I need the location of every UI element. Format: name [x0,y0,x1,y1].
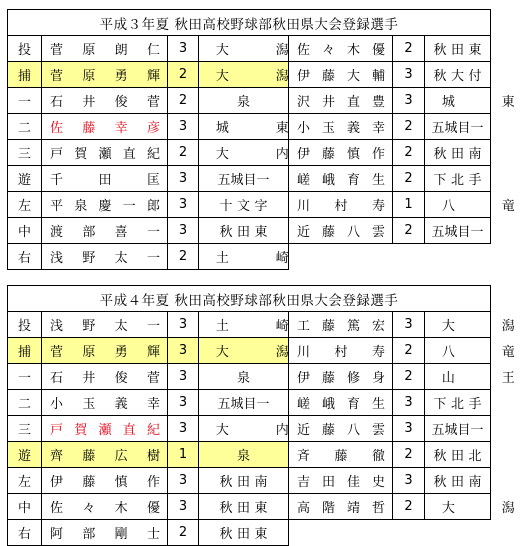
table-row [8,88,491,114]
grade-cell: 3 [168,192,199,218]
player-name-cell: 菅原勇輝 [42,338,168,364]
player-name-cell: 伊藤大輔 [289,62,393,88]
school-cell: 五城目一 [425,218,491,244]
school-cell: 八 竜 [425,338,491,364]
player-name-cell: 伊藤慎作 [289,140,393,166]
table-row [8,442,491,468]
player-name-cell: 浅野太一 [42,312,168,338]
player-name-cell: 斉藤徹 [289,442,393,468]
school-cell: 下北手 [425,390,491,416]
grade-cell: 3 [393,390,425,416]
position-cell: 三 [8,416,42,442]
school-cell: 泉 [199,364,289,390]
player-name-cell: 近藤八雲 [289,416,393,442]
school-cell: 秋田東 [425,36,491,62]
table-row [8,218,491,244]
grade-cell: 1 [168,442,199,468]
grade-cell: 3 [168,364,199,390]
grade-cell: 3 [168,36,199,62]
player-name-cell: 近藤八雲 [289,218,393,244]
grade-cell: 1 [393,192,425,218]
player-name-cell: 工藤篤宏 [289,312,393,338]
table-row [8,416,491,442]
grade-cell: 3 [393,416,425,442]
position-cell: 投 [8,312,42,338]
position-cell: 二 [8,390,42,416]
table-row [8,338,491,364]
position-cell: 遊 [8,166,42,192]
grade-cell: 3 [393,88,425,114]
table-row [8,192,491,218]
player-name-cell: 伊藤慎作 [42,468,168,494]
player-name-cell: 石井俊菅 [42,364,168,390]
position-cell: 左 [8,192,42,218]
grade-cell: 2 [393,166,425,192]
grade-cell: 3 [393,468,425,494]
school-cell: 秋田東 [199,520,289,546]
position-cell: 中 [8,494,42,520]
school-cell: 秋大付 [425,62,491,88]
grade-cell: 2 [168,62,199,88]
school-cell: 大 内 [199,416,289,442]
grade-cell: 2 [393,36,425,62]
school-cell: 泉 [199,88,289,114]
grade-cell: 2 [393,218,425,244]
player-name-cell: 齊藤広樹 [42,442,168,468]
position-cell: 捕 [8,338,42,364]
school-cell: 五城目一 [425,114,491,140]
school-cell: 秋田東 [199,218,289,244]
school-cell: 秋田北 [425,442,491,468]
school-cell: 八 竜 [425,192,491,218]
grade-cell: 2 [393,442,425,468]
position-cell: 左 [8,468,42,494]
table-row [8,520,491,546]
grade-cell: 2 [168,140,199,166]
school-cell: 土 崎 [199,244,289,270]
grade-cell: 3 [393,62,425,88]
school-cell: 城 東 [425,88,491,114]
school-cell: 秋田南 [199,468,289,494]
school-cell: 五城目一 [425,416,491,442]
player-name-cell: 高階靖哲 [289,494,393,520]
empty-cell [289,520,491,546]
grade-cell: 3 [393,312,425,338]
player-name-cell: 阿部剛士 [42,520,168,546]
grade-cell: 2 [393,364,425,390]
school-cell: 大 潟 [425,312,491,338]
school-cell: 大 潟 [425,494,491,520]
grade-cell: 2 [168,244,199,270]
table-row [8,468,491,494]
grade-cell: 3 [168,338,199,364]
position-cell: 右 [8,244,42,270]
player-name-cell: 小玉義幸 [289,114,393,140]
school-cell: 土 崎 [199,312,289,338]
table-row [8,390,491,416]
table-title: 平成４年夏 秋田高校野球部秋田県大会登録選手 [8,286,491,312]
school-cell: 山 王 [425,364,491,390]
position-cell: 遊 [8,442,42,468]
grade-cell: 2 [393,338,425,364]
table-row [8,114,491,140]
player-name-cell: 菅原勇輝 [42,62,168,88]
player-name-cell: 川村寿 [289,192,393,218]
school-cell: 秋田東 [199,494,289,520]
empty-cell [289,244,491,270]
school-cell: 五城目一 [199,390,289,416]
player-name-cell: 浅野太一 [42,244,168,270]
grade-cell: 2 [393,494,425,520]
player-name-cell: 小玉義幸 [42,390,168,416]
school-cell: 十文字 [199,192,289,218]
school-cell: 秋田南 [425,140,491,166]
player-name-cell: 平泉慶一郎 [42,192,168,218]
player-name-cell: 千田匡 [42,166,168,192]
grade-cell: 3 [168,416,199,442]
school-cell: 秋田南 [425,468,491,494]
player-name-cell: 戸賀瀬直紀 [42,140,168,166]
grade-cell: 3 [168,312,199,338]
table-row [8,244,491,270]
player-name-cell: 渡部喜一 [42,218,168,244]
position-cell: 投 [8,36,42,62]
player-name-cell: 佐々木優 [42,494,168,520]
position-cell: 中 [8,218,42,244]
table-row [8,312,491,338]
position-cell: 一 [8,364,42,390]
player-name-cell: 佐藤幸彦 [42,114,168,140]
table-row [8,36,491,62]
school-cell: 大 潟 [199,36,289,62]
player-name-cell: 吉田佳史 [289,468,393,494]
player-name-cell: 沢井直豊 [289,88,393,114]
player-name-cell: 川村寿 [289,338,393,364]
table-row [8,364,491,390]
player-name-cell: 嵯峨育生 [289,166,393,192]
position-cell: 右 [8,520,42,546]
table-title: 平成３年夏 秋田高校野球部秋田県大会登録選手 [8,10,491,36]
player-name-cell: 戸賀瀬直紀 [42,416,168,442]
grade-cell: 3 [168,390,199,416]
position-cell: 三 [8,140,42,166]
school-cell: 下北手 [425,166,491,192]
school-cell: 城 東 [199,114,289,140]
school-cell: 五城目一 [199,166,289,192]
school-cell: 大 潟 [199,62,289,88]
school-cell: 大 内 [199,140,289,166]
roster-table-1992 [7,9,532,270]
table-row [8,166,491,192]
grade-cell: 3 [168,114,199,140]
grade-cell: 3 [168,166,199,192]
grade-cell: 2 [168,88,199,114]
table-row [8,494,491,520]
school-cell: 大 潟 [199,338,289,364]
player-name-cell: 佐々木優 [289,36,393,62]
grade-cell: 3 [168,494,199,520]
player-name-cell: 嵯峨育生 [289,390,393,416]
table-row [8,140,491,166]
player-name-cell: 菅原朗仁 [42,36,168,62]
player-name-cell: 伊藤修身 [289,364,393,390]
position-cell: 二 [8,114,42,140]
school-cell: 泉 [199,442,289,468]
player-name-cell: 石井俊菅 [42,88,168,114]
position-cell: 一 [8,88,42,114]
grade-cell: 2 [393,140,425,166]
grade-cell: 2 [168,520,199,546]
roster-table-1993 [7,285,532,546]
grade-cell: 3 [168,468,199,494]
grade-cell: 2 [393,114,425,140]
position-cell: 捕 [8,62,42,88]
grade-cell: 3 [168,218,199,244]
table-row [8,62,491,88]
